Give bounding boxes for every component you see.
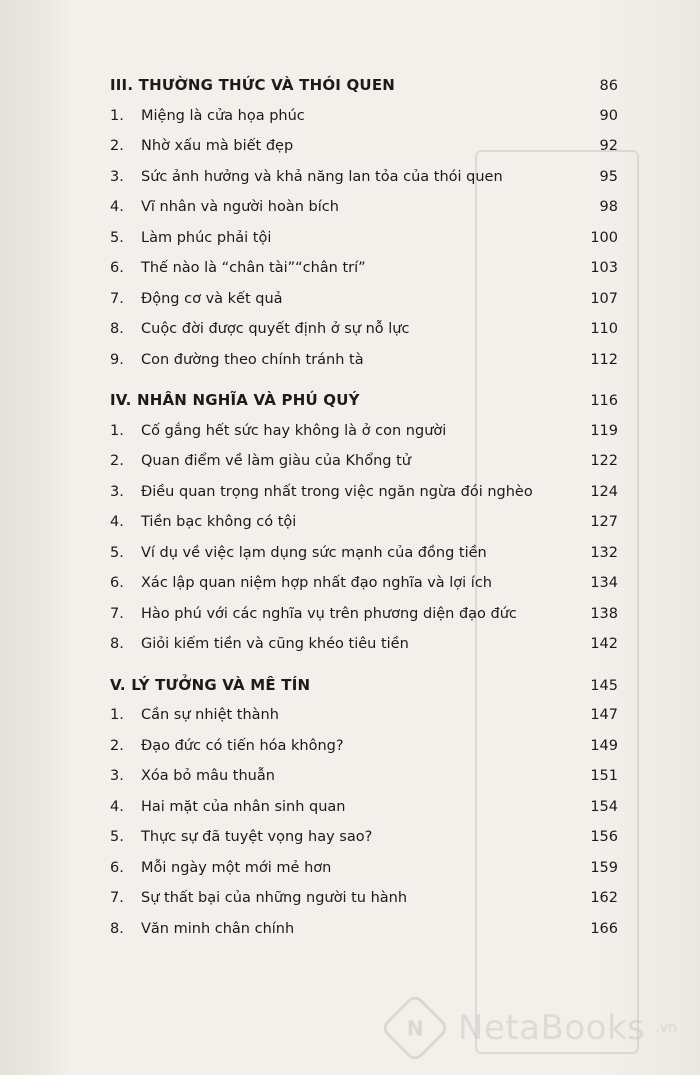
- toc-entry-title: Giỏi kiếm tiền và cũng khéo tiêu tiền: [141, 636, 409, 652]
- toc-entry-number: 3.: [110, 768, 124, 784]
- toc-entry-page: 156: [590, 829, 618, 845]
- watermark-logo-letter: N: [406, 1016, 424, 1040]
- toc-entry-number: 4.: [110, 514, 124, 530]
- toc-entry-title: Đạo đức có tiến hóa không?: [141, 737, 344, 754]
- toc-heading[interactable]: [110, 70, 618, 101]
- toc-entry-number: 3.: [110, 483, 124, 500]
- toc-entry[interactable]: [110, 345, 618, 376]
- toc-entry-page: 132: [590, 544, 618, 561]
- toc-entry[interactable]: [110, 446, 618, 477]
- toc-entry-page: 142: [590, 636, 618, 652]
- toc-entry-title: Sự thất bại của những người tu hành: [141, 890, 408, 906]
- toc-entry-title: Quan điểm về làm giàu của Khổng tử: [141, 453, 411, 469]
- toc-entry[interactable]: [110, 162, 618, 193]
- toc-entry-number: 1.: [110, 422, 124, 439]
- toc-entry-number: 4.: [110, 798, 124, 815]
- toc-entry-title: Điều quan trọng nhất trong việc ngăn ngừa đói nghèo: [141, 483, 533, 500]
- toc-entry-number: 6.: [110, 575, 124, 591]
- toc-entry-page: 162: [590, 890, 618, 906]
- toc-entry-title: Con đường theo chính tránh tà: [141, 351, 364, 368]
- toc-entry-number: 2.: [110, 453, 124, 469]
- toc-heading[interactable]: [110, 385, 618, 416]
- toc-section-iii: [110, 70, 618, 375]
- toc-entry-number: 6.: [110, 859, 124, 876]
- toc-entry[interactable]: [110, 761, 618, 792]
- toc-entry-page: 151: [590, 768, 618, 784]
- toc-entry-page: 147: [590, 707, 618, 723]
- toc-entry-title: Tiền bạc không có tội: [141, 514, 297, 530]
- toc-entry-number: 7.: [110, 290, 124, 307]
- toc-entry-number: 3.: [110, 168, 124, 185]
- toc-entry-number: 5.: [110, 229, 124, 246]
- toc-entry-number: 8.: [110, 920, 124, 937]
- toc-entry-number: 7.: [110, 890, 124, 906]
- toc-entry-page: 95: [599, 168, 618, 185]
- toc-entry-number: 9.: [110, 351, 124, 368]
- toc-entry[interactable]: [110, 101, 618, 132]
- toc-entry-page: 110: [590, 321, 618, 337]
- netabooks-logo-icon: [380, 993, 451, 1064]
- toc-heading-page: 116: [590, 393, 618, 409]
- toc-entry-number: 8.: [110, 321, 124, 337]
- toc-section-v: [110, 670, 618, 945]
- toc-heading-page: 86: [599, 78, 618, 94]
- toc-entry-title: Hào phú với các nghĩa vụ trên phương diện đạo đức: [141, 605, 517, 622]
- toc-entry[interactable]: [110, 223, 618, 254]
- toc-entry[interactable]: [110, 192, 618, 223]
- toc-entry-title: Thực sự đã tuyệt vọng hay sao?: [141, 829, 373, 845]
- toc-entry-title: Hai mặt của nhân sinh quan: [141, 798, 346, 815]
- toc-entry[interactable]: [110, 416, 618, 447]
- toc-entry[interactable]: [110, 629, 618, 660]
- toc-entry-page: 90: [599, 107, 618, 124]
- toc-entry-page: 124: [590, 483, 618, 500]
- toc-entry-number: 2.: [110, 138, 124, 154]
- toc-entry[interactable]: [110, 131, 618, 162]
- page-gutter-shadow: [0, 0, 70, 1075]
- toc-entry[interactable]: [110, 314, 618, 345]
- toc-entry-title: Văn minh chân chính: [141, 920, 295, 937]
- toc-entry-title: Cuộc đời được quyết định ở sự nỗ lực: [141, 321, 410, 337]
- toc-heading[interactable]: [110, 670, 618, 701]
- toc-entry-title: Cần sự nhiệt thành: [141, 707, 279, 723]
- netabooks-watermark: [390, 1000, 690, 1056]
- toc-entry-number: 1.: [110, 707, 124, 723]
- toc-entry-page: 98: [599, 199, 618, 215]
- toc-heading-page: 145: [590, 677, 618, 694]
- toc-entry-page: 107: [590, 290, 618, 307]
- toc-entry[interactable]: [110, 822, 618, 853]
- toc-entry-title: Xác lập quan niệm hợp nhất đạo nghĩa và lợi ích: [141, 575, 492, 591]
- toc-entry-page: 103: [590, 260, 618, 276]
- toc-entry[interactable]: [110, 538, 618, 569]
- toc-entry[interactable]: [110, 599, 618, 630]
- toc-entry-number: 4.: [110, 199, 124, 215]
- toc-entry[interactable]: [110, 284, 618, 315]
- toc-entry[interactable]: [110, 700, 618, 731]
- toc-entry[interactable]: [110, 853, 618, 884]
- toc-entry-number: 7.: [110, 605, 124, 622]
- toc-entry[interactable]: [110, 914, 618, 945]
- toc-entry-title: Ví dụ về việc lạm dụng sức mạnh của đồng tiền: [141, 544, 487, 561]
- toc-entry-page: 127: [590, 514, 618, 530]
- toc-entry-title: Xóa bỏ mâu thuẫn: [141, 768, 275, 784]
- toc-entry-page: 122: [590, 453, 618, 469]
- toc-entry-title: Miệng là cửa họa phúc: [141, 107, 305, 124]
- toc-entry-title: Thế nào là “chân tài”“chân trí”: [141, 260, 366, 276]
- toc-entry-title: Sức ảnh hưởng và khả năng lan tỏa của thói quen: [141, 168, 503, 185]
- toc-entry-page: 112: [590, 351, 618, 368]
- toc-entry-number: 6.: [110, 260, 124, 276]
- toc-entry[interactable]: [110, 568, 618, 599]
- toc-entry-page: 134: [590, 575, 618, 591]
- toc-heading-title: III. THƯỜNG THỨC VÀ THÓI QUEN: [110, 76, 396, 94]
- toc-entry-title: Làm phúc phải tội: [141, 229, 272, 246]
- toc-entry[interactable]: [110, 507, 618, 538]
- toc-entry-page: 119: [590, 422, 618, 439]
- toc-entry-title: Mỗi ngày một mới mẻ hơn: [141, 859, 332, 876]
- toc-entry-page: 138: [590, 605, 618, 622]
- table-of-contents: [110, 70, 618, 944]
- toc-entry-title: Vĩ nhân và người hoàn bích: [141, 199, 339, 215]
- toc-entry-title: Động cơ và kết quả: [141, 290, 283, 307]
- toc-section-iv: [110, 385, 618, 660]
- toc-entry-number: 8.: [110, 636, 124, 652]
- toc-entry-page: 100: [590, 229, 618, 246]
- toc-entry-title: Nhờ xấu mà biết đẹp: [141, 138, 294, 154]
- toc-entry-page: 92: [599, 138, 618, 154]
- toc-entry-number: 2.: [110, 737, 124, 754]
- toc-entry-number: 5.: [110, 544, 124, 561]
- toc-entry-page: 154: [590, 798, 618, 815]
- toc-entry[interactable]: [110, 731, 618, 762]
- toc-entry-page: 149: [590, 737, 618, 754]
- watermark-suffix: .vn: [655, 1020, 677, 1036]
- toc-entry[interactable]: [110, 883, 618, 914]
- toc-entry-page: 159: [590, 859, 618, 876]
- toc-entry-number: 5.: [110, 829, 124, 845]
- toc-entry[interactable]: [110, 792, 618, 823]
- watermark-brand: NetaBooks: [458, 1008, 646, 1048]
- toc-heading-title: V. LÝ TƯỞNG VÀ MÊ TÍN: [110, 675, 311, 694]
- toc-entry-number: 1.: [110, 107, 124, 124]
- toc-entry-page: 166: [590, 920, 618, 937]
- toc-entry-title: Cố gắng hết sức hay không là ở con người: [141, 422, 447, 439]
- toc-entry[interactable]: [110, 253, 618, 284]
- toc-heading-title: IV. NHÂN NGHĨA VÀ PHÚ QUÝ: [110, 391, 360, 409]
- toc-entry[interactable]: [110, 477, 618, 508]
